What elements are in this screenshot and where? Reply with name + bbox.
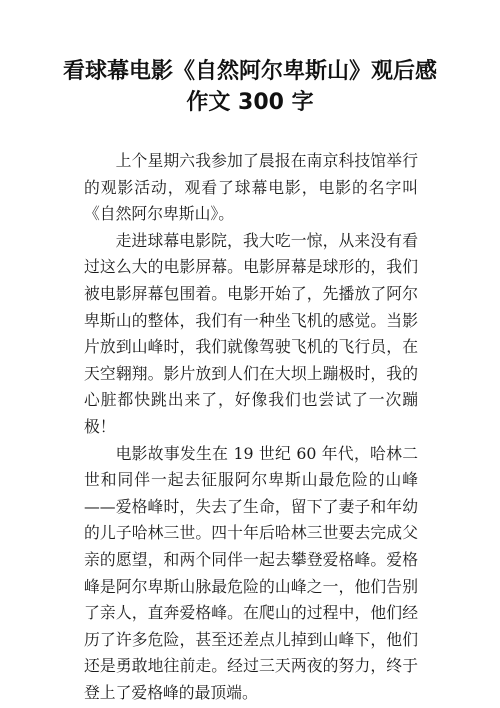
document-body bbox=[84, 148, 418, 706]
paragraph: 电影故事发生在 19 世纪 60 年代，哈林二世和同伴一起去征服阿尔卑斯山最危险的山峰——爱格峰时，失去了生命，留下了妻子和年幼的儿子哈林三世。四十年后哈林三世要去完成父亲的愿望，和两个同伴一起去攀登爱格峰。爱格峰是阿尔卑斯山脉最危险的山峰之一，他们告别了亲人，直奔爱格峰。在爬山的过程中，他们经历了许多危险，甚至还差点儿掉到山峰下，他们还是勇敢地往前走。经过三天两夜的努力，终于登上了爱格峰的最顶端。 bbox=[84, 443, 418, 702]
document-title: 看球幕电影《自然阿尔卑斯山》观后感作文 300 字 bbox=[62, 59, 437, 115]
paragraph: 上个星期六我参加了晨报在南京科技馆举行的观影活动，观看了球幕电影，电影的名字叫《自然阿尔卑斯山》。 bbox=[84, 151, 418, 224]
paragraph: 走进球幕电影院，我大吃一惊，从来没有看过这么大的电影屏幕。电影屏幕是球形的，我们被电影屏幕包围着。电影开始了，先播放了阿尔卑斯山的整体，我们有一种坐飞机的感觉。当影片放到山峰时，我们就像驾驶飞机的飞行员，在天空翱翔。影片放到人们在大坝上蹦极时，我的心脏都快跳出来了，好像我们也尝试了一次蹦极！ bbox=[84, 230, 418, 436]
